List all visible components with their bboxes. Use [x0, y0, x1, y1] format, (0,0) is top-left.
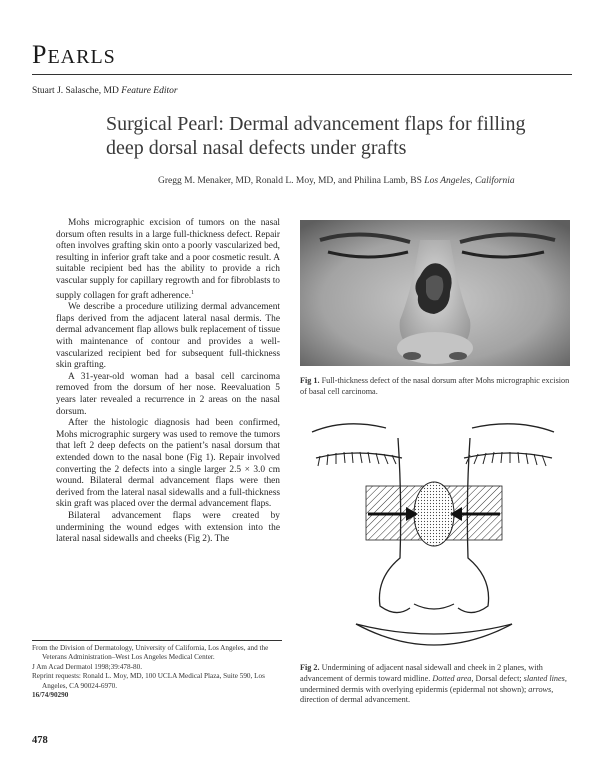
footnote	[32, 644, 282, 700]
article-authors	[158, 176, 578, 186]
figure-2-caption-text: direction of dermal advancement.	[300, 695, 411, 705]
body-text	[56, 218, 280, 546]
citation-note: J Am Acad Dermatol 1998;39:478-80.	[32, 662, 142, 671]
reprint-note: Reprint requests: Ronald L. Moy, MD, 100 UCLA Medical Plaza, Suite 590, Los Angeles, CA 90024-6970.	[32, 672, 265, 690]
editor-name: Stuart J. Salasche, MD	[32, 86, 122, 96]
figure-1-caption	[300, 376, 572, 398]
legend-slanted: slanted lines,	[523, 673, 567, 683]
paragraph: A 31-year-old woman had a basal cell carcinoma removed from the dorsum of her nose. Reevaluation 5 years later revealed a recurrence in 2 areas on the nasal dorsum.	[56, 371, 280, 417]
feature-editor	[32, 86, 178, 96]
editor-role: Feature Editor	[121, 86, 178, 96]
figure-2-drawing	[306, 418, 562, 654]
figure-2-caption-text: Dorsal defect;	[473, 673, 524, 683]
paragraph	[56, 218, 280, 302]
section-title-rest: EARLS	[47, 46, 116, 68]
paragraph: We describe a procedure utilizing dermal advancement flaps derived from the adjacent lateral nasal dermis. The dermal advancement flap allows bulk replacement of tissue with maintenance of contour and provides a well-vascularized recipient bed for subsequent full-thickness skin grafting.	[56, 302, 280, 371]
paragraph: After the histologic diagnosis had been confirmed, Mohs micrographic surgery was used to remove the tumors that left 2 deep defects on the patient’s nasal dorsum that extended down to the nasal bone (Fig 1). Repair involved converting the 2 defects into a single larger 2.5 × 3.0 cm wound. Bilateral dermal advancement flaps were then derived from the lateral nasal sidewalls and a full-thickness skin graft was placed over the dermal advancement flaps.	[56, 418, 280, 510]
section-title-initial: P	[32, 40, 48, 69]
header-rule	[32, 74, 572, 75]
figure-2-caption	[300, 663, 572, 706]
paragraph: Bilateral advancement flaps were created by undermining the wound edges with extension into the lateral nasal sidewalls and cheeks (Fig 2). The	[56, 510, 280, 545]
article-title: Surgical Pearl: Dermal advancement flaps for filling deep dorsal nasal defects under grafts	[106, 113, 526, 159]
article-code: 16/74/90290	[32, 691, 69, 700]
reference-marker: 1	[191, 289, 195, 296]
clinical-photo-image	[300, 220, 570, 366]
section-title	[32, 40, 116, 70]
author-location: Los Angeles, California	[424, 176, 515, 186]
figure-1-photo	[300, 220, 570, 366]
page-number: 478	[32, 735, 48, 746]
figure-2-label: Fig 2.	[300, 663, 320, 672]
affiliation-note: From the Division of Dermatology, University of California, Los Angeles, and the Veterans Administration–West Los Angeles Medical Center.	[32, 644, 269, 662]
author-names: Gregg M. Menaker, MD, Ronald L. Moy, MD, and Philina Lamb, BS	[158, 176, 425, 186]
figure-2-caption-text: Undermining of adjacent nasal sidewall and cheek in 2 planes, with advancement of dermis toward midline.	[300, 663, 543, 683]
figure-2-caption-text: undermined dermis with overlying epidermis (epidermal not shown);	[300, 684, 529, 694]
surgical-diagram	[306, 418, 562, 654]
legend-dotted: Dotted area,	[432, 673, 474, 683]
figure-1-caption-text: Full-thickness defect of the nasal dorsum after Mohs micrographic excision of basal cell carcinoma.	[300, 376, 570, 396]
legend-arrows: arrows,	[528, 684, 554, 694]
footnote-rule	[32, 640, 282, 641]
paragraph-text: Mohs micrographic excision of tumors on the nasal dorsum often results in a large full-thickness defect. Repair often involves grafting skin onto a poorly vascularized bed, resulting in inferior graft take and a poor cosmetic result. A suitable recipient bed has the ability to provide a rich vascular supply for capillary regrowth and for fibroblasts to supply collagen for graft adherence.	[56, 218, 280, 301]
figure-1-label: Fig 1.	[300, 376, 320, 385]
